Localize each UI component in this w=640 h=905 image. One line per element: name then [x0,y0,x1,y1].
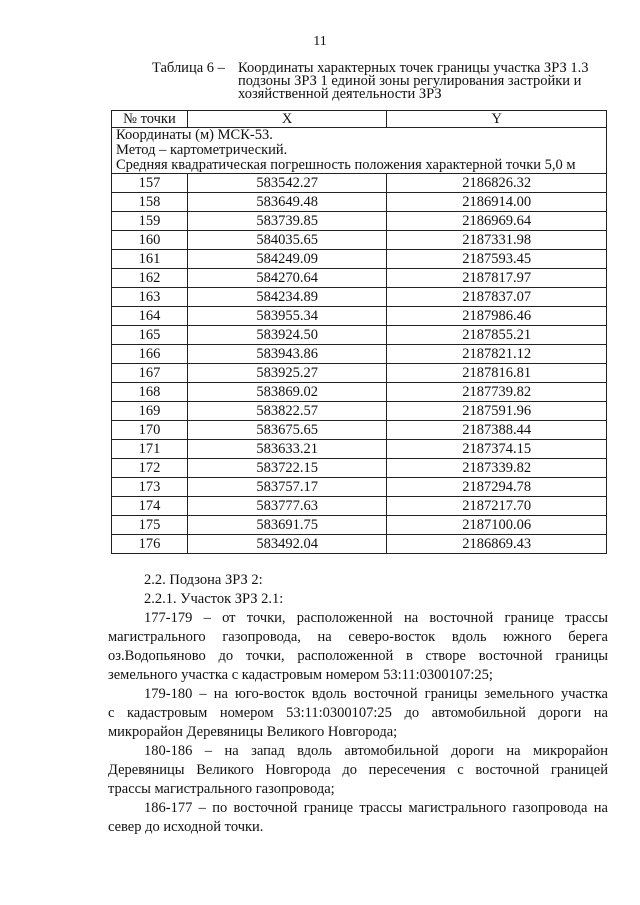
table-row [112,174,607,193]
table-row [112,269,607,288]
y-cell: 2187374.15 [387,440,607,459]
note-line: Средняя квадратическая погрешность положения характерной точки 5,0 м [116,157,576,173]
paragraph-179-180 [108,685,608,742]
x-cell: 584035.65 [187,231,387,250]
x-cell: 583739.85 [187,212,387,231]
x-cell: 583924.50 [187,326,387,345]
y-cell: 2187593.45 [387,250,607,269]
point-number-cell: 161 [112,250,188,269]
text-line: магистрального газопровода, на северо-восток вдоль южного берега [108,629,608,645]
y-cell: 2187331.98 [387,231,607,250]
table-row [112,231,607,250]
y-cell: 2186914.00 [387,193,607,212]
point-number-cell: 162 [112,269,188,288]
table-row [112,421,607,440]
table-row [112,307,607,326]
table-header-row [112,111,607,128]
x-cell: 583542.27 [187,174,387,193]
table-row [112,535,607,554]
point-number-cell: 169 [112,402,188,421]
y-cell: 2187817.97 [387,269,607,288]
caption-line-3: хозяйственной деятельности ЗРЗ [238,86,442,102]
y-cell: 2187986.46 [387,307,607,326]
point-number-cell: 166 [112,345,188,364]
x-cell: 583822.57 [187,402,387,421]
x-cell: 583675.65 [187,421,387,440]
table-row [112,212,607,231]
table-row [112,364,607,383]
y-cell: 2187388.44 [387,421,607,440]
paragraph-180-186 [108,742,608,799]
x-cell: 583633.21 [187,440,387,459]
caption-line-2: подзоны ЗРЗ 1 единой зоны регулирования застройки и [238,73,582,89]
point-number-cell: 159 [112,212,188,231]
text-line: 177-179 – от точки, расположенной на восточной границе трассы [144,610,608,626]
text-line: оз.Водопьяново до точки, расположенной в створе восточной границы [108,648,608,664]
table-row [112,250,607,269]
table-row [112,345,607,364]
y-cell: 2187821.12 [387,345,607,364]
x-cell: 583691.75 [187,516,387,535]
x-cell: 584234.89 [187,288,387,307]
point-number-cell: 168 [112,383,188,402]
y-cell: 2187100.06 [387,516,607,535]
y-cell: 2187294.78 [387,478,607,497]
subzone-heading: 2.2. Подзона ЗРЗ 2: [144,572,263,588]
y-cell: 2187339.82 [387,459,607,478]
table-row [112,478,607,497]
y-cell: 2187217.70 [387,497,607,516]
caption-line-1: Координаты характерных точек границы участка ЗРЗ 1.3 [238,60,589,76]
caption-label: Таблица 6 – [152,60,225,76]
text-line: земельного участка с кадастровым номером 53:11:0300107:25; [108,667,493,683]
table-row [112,326,607,345]
point-number-cell: 173 [112,478,188,497]
y-cell: 2187591.96 [387,402,607,421]
x-cell: 583955.34 [187,307,387,326]
x-cell: 583943.86 [187,345,387,364]
y-cell: 2187837.07 [387,288,607,307]
note-line: Метод – картометрический. [116,142,288,158]
point-number-cell: 163 [112,288,188,307]
text-line: с кадастровым номером 53:11:0300107:25 до автомобильной дороги на [108,705,608,721]
text-line: трассы магистрального газопровода; [108,781,335,797]
point-number-cell: 170 [112,421,188,440]
paragraph-177-179 [108,609,608,685]
point-number-cell: 176 [112,535,188,554]
point-number-cell: 158 [112,193,188,212]
x-cell: 583649.48 [187,193,387,212]
x-cell: 583722.15 [187,459,387,478]
point-number-cell: 164 [112,307,188,326]
table-row [112,459,607,478]
table-note-row [112,128,607,174]
text-line: север до исходной точки. [108,819,264,835]
coordinate-system-note [112,128,607,174]
point-number-cell: 160 [112,231,188,250]
body-text [108,571,608,837]
coordinates-table [111,110,607,554]
table-row [112,497,607,516]
y-cell: 2186826.32 [387,174,607,193]
x-cell: 583777.63 [187,497,387,516]
point-number-cell: 172 [112,459,188,478]
text-line: Деревяницы Великого Новгорода до пересечения с восточной границей [108,762,608,778]
x-cell: 584270.64 [187,269,387,288]
text-line: 186-177 – по восточной границе трассы магистрального газопровода на [144,800,608,816]
header-point-number: № точки [112,111,188,128]
text-line: микрорайон Деревяницы Великого Новгорода; [108,724,398,740]
paragraph-186-177 [108,799,608,837]
x-cell: 583492.04 [187,535,387,554]
point-number-cell: 167 [112,364,188,383]
x-cell: 583869.02 [187,383,387,402]
text-line: 180-186 – на запад вдоль автомобильной дороги на микрорайон [144,743,608,759]
table-row [112,288,607,307]
point-number-cell: 175 [112,516,188,535]
table-row [112,383,607,402]
point-number-cell: 165 [112,326,188,345]
x-cell: 583925.27 [187,364,387,383]
table-row [112,516,607,535]
table-caption [152,62,612,101]
header-y: Y [387,111,607,128]
header-x: X [187,111,387,128]
table-row [112,193,607,212]
x-cell: 584249.09 [187,250,387,269]
y-cell: 2186869.43 [387,535,607,554]
point-number-cell: 157 [112,174,188,193]
point-number-cell: 171 [112,440,188,459]
text-line: 179-180 – на юго-восток вдоль восточной границы земельного участка [144,686,608,702]
y-cell: 2187739.82 [387,383,607,402]
point-number-cell: 174 [112,497,188,516]
page-number: 11 [313,34,327,49]
table-row [112,440,607,459]
x-cell: 583757.17 [187,478,387,497]
section-heading: 2.2.1. Участок ЗРЗ 2.1: [144,591,284,607]
table-row [112,402,607,421]
y-cell: 2186969.64 [387,212,607,231]
y-cell: 2187855.21 [387,326,607,345]
note-line: Координаты (м) МСК-53. [116,127,273,143]
y-cell: 2187816.81 [387,364,607,383]
